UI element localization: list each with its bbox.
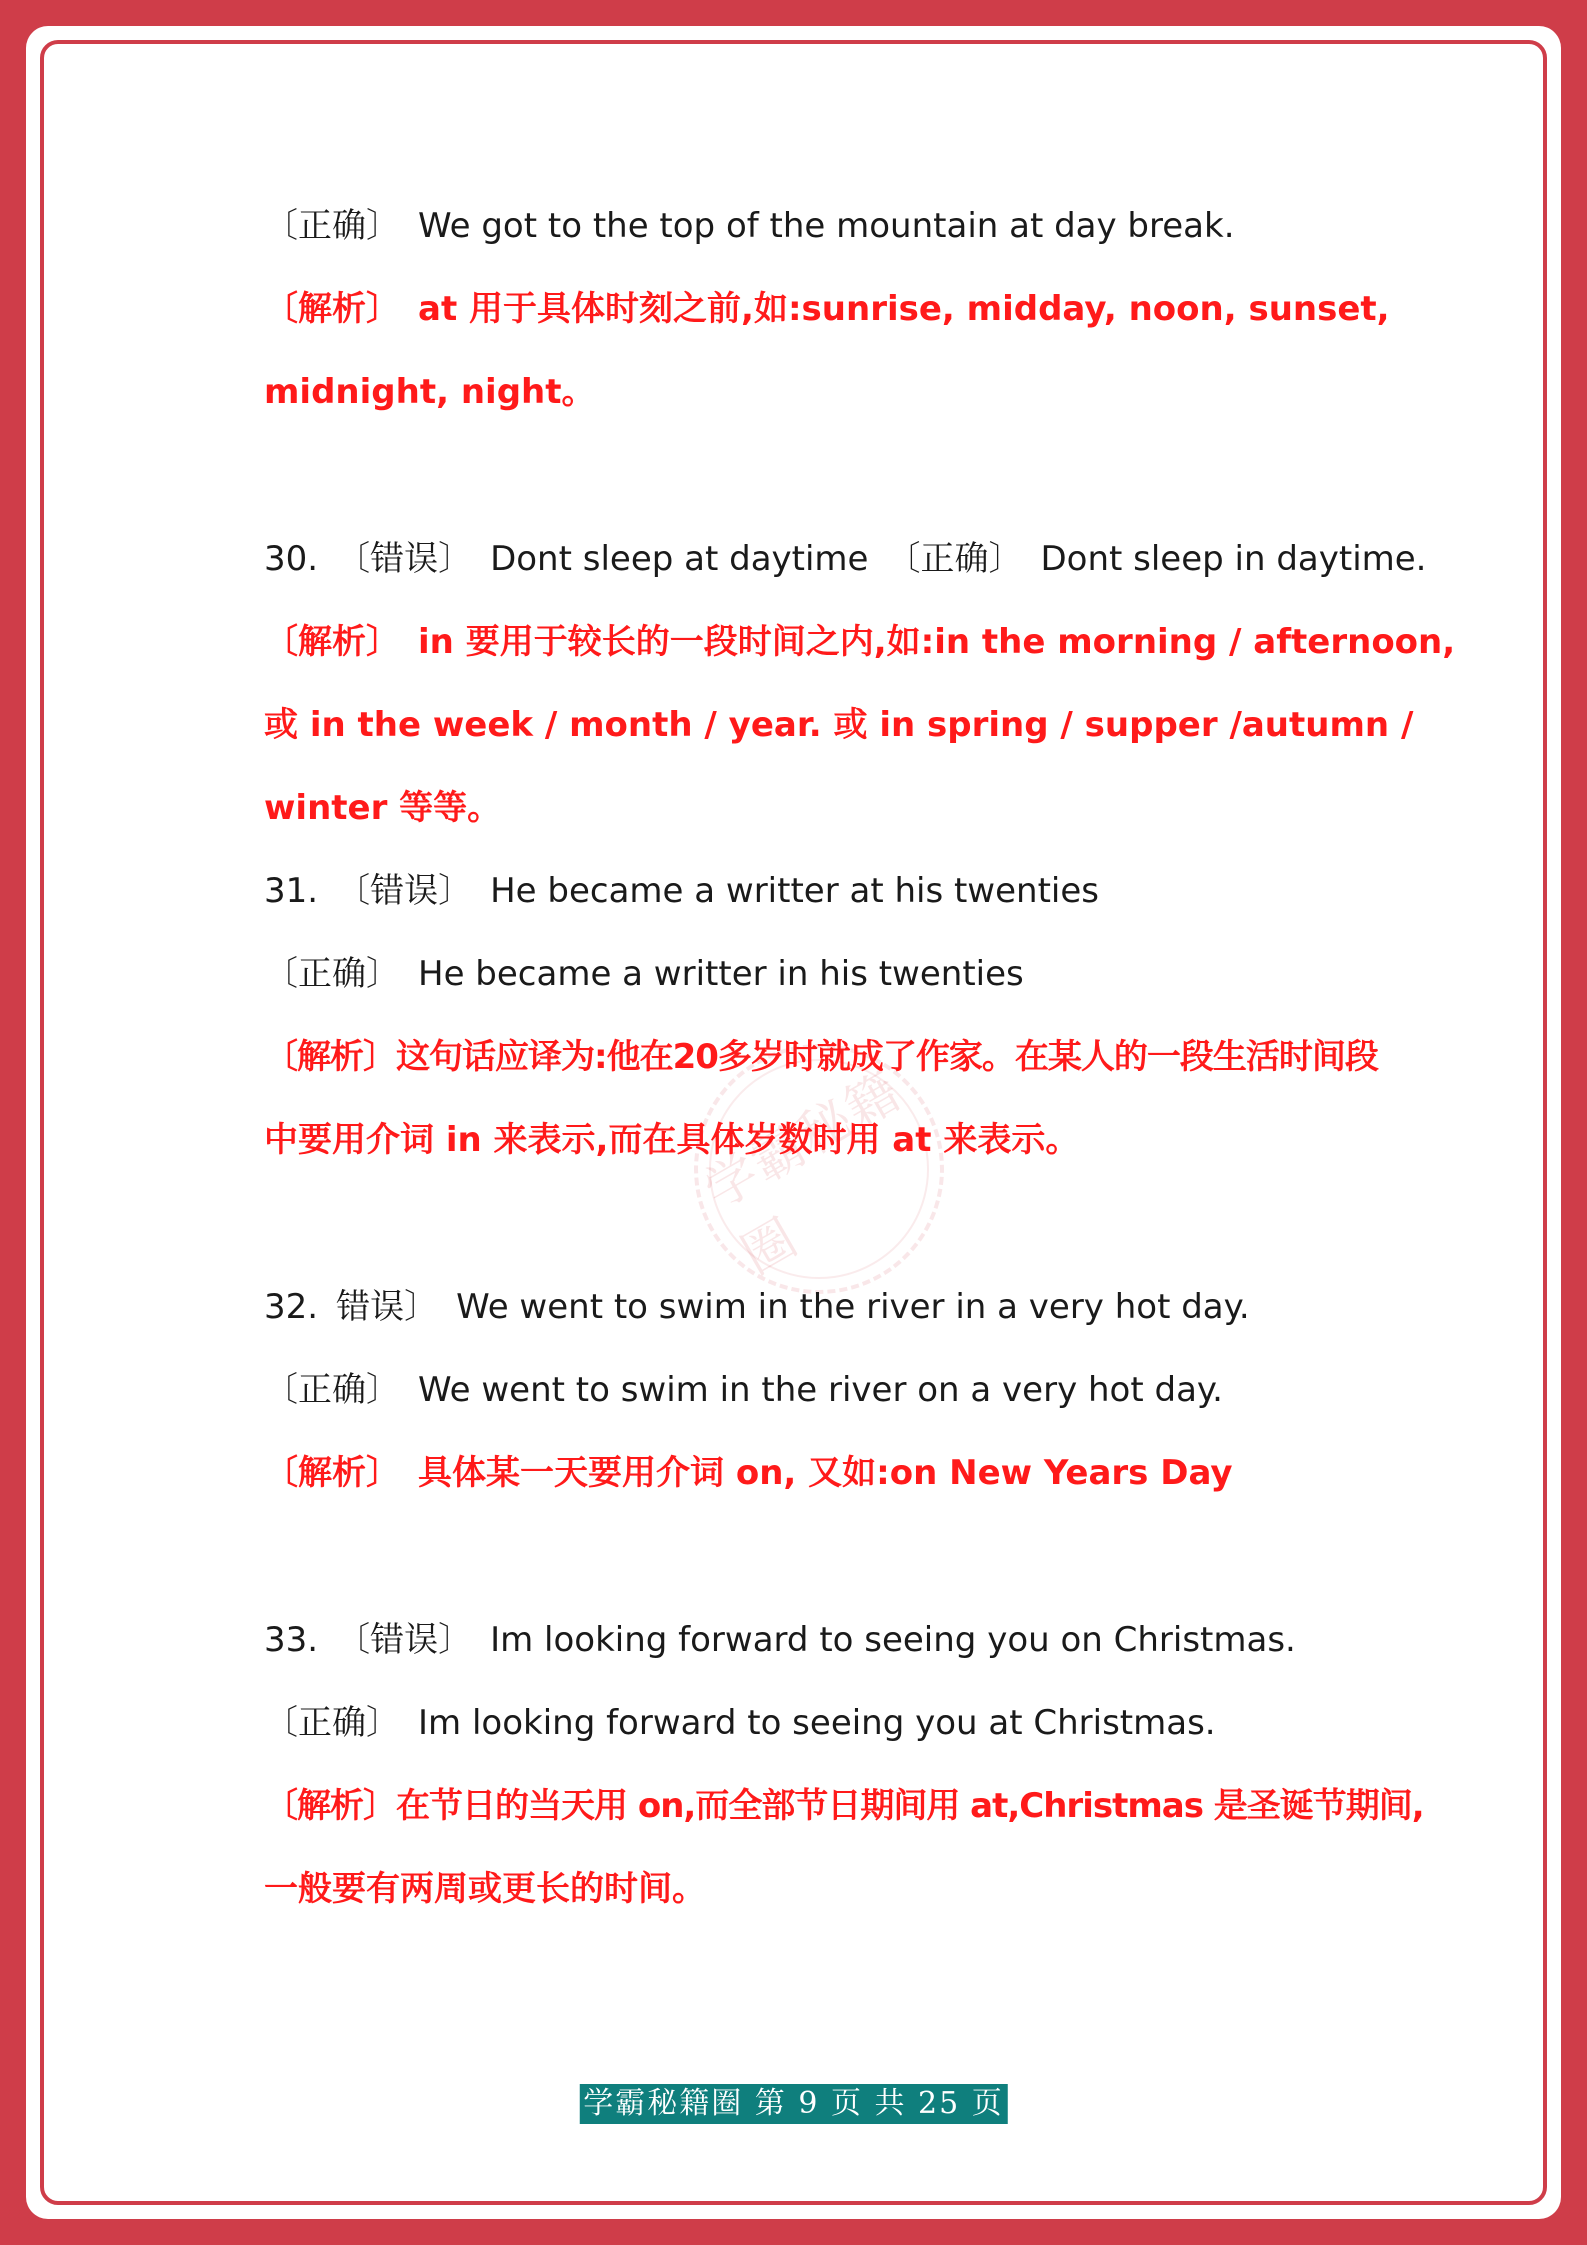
line-text: Im looking forward to seeing you on Christmas. xyxy=(490,1620,1296,1660)
analysis-cont-31 xyxy=(264,1118,1079,1162)
analysis-line-30 xyxy=(264,620,1455,664)
page-sheet xyxy=(26,26,1561,2219)
line-text: 一般要有两周或更长的时间。 xyxy=(264,1869,706,1909)
analysis-line-33 xyxy=(264,1784,1424,1828)
correct-line-31 xyxy=(264,952,1024,996)
line-label: 错误〕 xyxy=(336,1287,439,1327)
line-label: 〔错误〕 xyxy=(336,1620,473,1660)
analysis-cont-30a xyxy=(264,703,1413,747)
line-text: Dont sleep at daytime xyxy=(490,539,869,579)
line-text: We went to swim in the river on a very hot day. xyxy=(418,1370,1223,1410)
line-label-2: 〔正确〕 xyxy=(886,539,1023,579)
line-label: 〔解析〕 xyxy=(264,622,400,662)
correct-line-29 xyxy=(264,204,1235,248)
line-text: winter 等等。 xyxy=(264,788,502,828)
line-text: 具体某一天要用介词 on, 又如:on New Years Day xyxy=(418,1453,1233,1493)
line-text: 这句话应译为:他在20多岁时就成了作家。在某人的一段生活时间段 xyxy=(396,1037,1378,1077)
line-text: 或 in the week / month / year. 或 in spring / supper /autumn / xyxy=(264,705,1414,745)
line-label: 〔错误〕 xyxy=(336,871,473,911)
line-text: We went to swim in the river in a very hot day. xyxy=(456,1287,1250,1327)
line-text: midnight, night。 xyxy=(264,372,596,412)
line-text-2: Dont sleep in daytime. xyxy=(1040,539,1427,579)
line-label: 〔正确〕 xyxy=(264,206,400,246)
line-label: 〔正确〕 xyxy=(264,954,400,994)
line-text: We got to the top of the mountain at day break. xyxy=(418,206,1235,246)
error-line-30 xyxy=(264,537,1427,581)
analysis-cont-33 xyxy=(264,1867,706,1911)
line-label: 〔正确〕 xyxy=(264,1703,400,1743)
analysis-cont-30b xyxy=(264,786,501,830)
analysis-line-32 xyxy=(264,1451,1233,1495)
line-text: in 要用于较长的一段时间之内,如:in the morning / afternoon, xyxy=(418,622,1456,662)
line-text: Im looking forward to seeing you at Christmas. xyxy=(418,1703,1216,1743)
line-label: 〔错误〕 xyxy=(336,539,473,579)
line-label: 〔解析〕 xyxy=(264,1786,396,1826)
line-label: 〔解析〕 xyxy=(264,289,400,329)
line-label: 〔解析〕 xyxy=(264,1037,396,1077)
line-text: He became a writter at his twenties xyxy=(490,871,1099,911)
line-text: at 用于具体时刻之前,如:sunrise, midday, noon, sunset, xyxy=(418,289,1390,329)
correct-line-33 xyxy=(264,1701,1216,1745)
error-line-33 xyxy=(264,1618,1296,1662)
watermark-text: 学霸秘籍圈 xyxy=(669,1019,970,1320)
item-number: 30. xyxy=(264,539,319,579)
page-frame xyxy=(40,40,1547,2205)
line-label: 〔解析〕 xyxy=(264,1453,400,1493)
page-footer: 学霸秘籍圈 第 9 页 共 25 页 xyxy=(579,2084,1007,2124)
line-text: 中要用介词 in 来表示,而在具体岁数时用 at 来表示。 xyxy=(264,1120,1080,1160)
analysis-line-31 xyxy=(264,1035,1378,1079)
analysis-line-29 xyxy=(264,287,1390,331)
analysis-cont-29 xyxy=(264,370,595,414)
item-number: 32. xyxy=(264,1287,319,1327)
line-text: He became a writter in his twenties xyxy=(418,954,1024,994)
correct-line-32 xyxy=(264,1368,1223,1412)
error-line-32 xyxy=(264,1285,1250,1329)
line-text: 在节日的当天用 on,而全部节日期间用 at,Christmas 是圣诞节期间, xyxy=(396,1786,1424,1826)
line-label: 〔正确〕 xyxy=(264,1370,400,1410)
item-number: 31. xyxy=(264,871,319,911)
item-number: 33. xyxy=(264,1620,319,1660)
error-line-31 xyxy=(264,869,1099,913)
